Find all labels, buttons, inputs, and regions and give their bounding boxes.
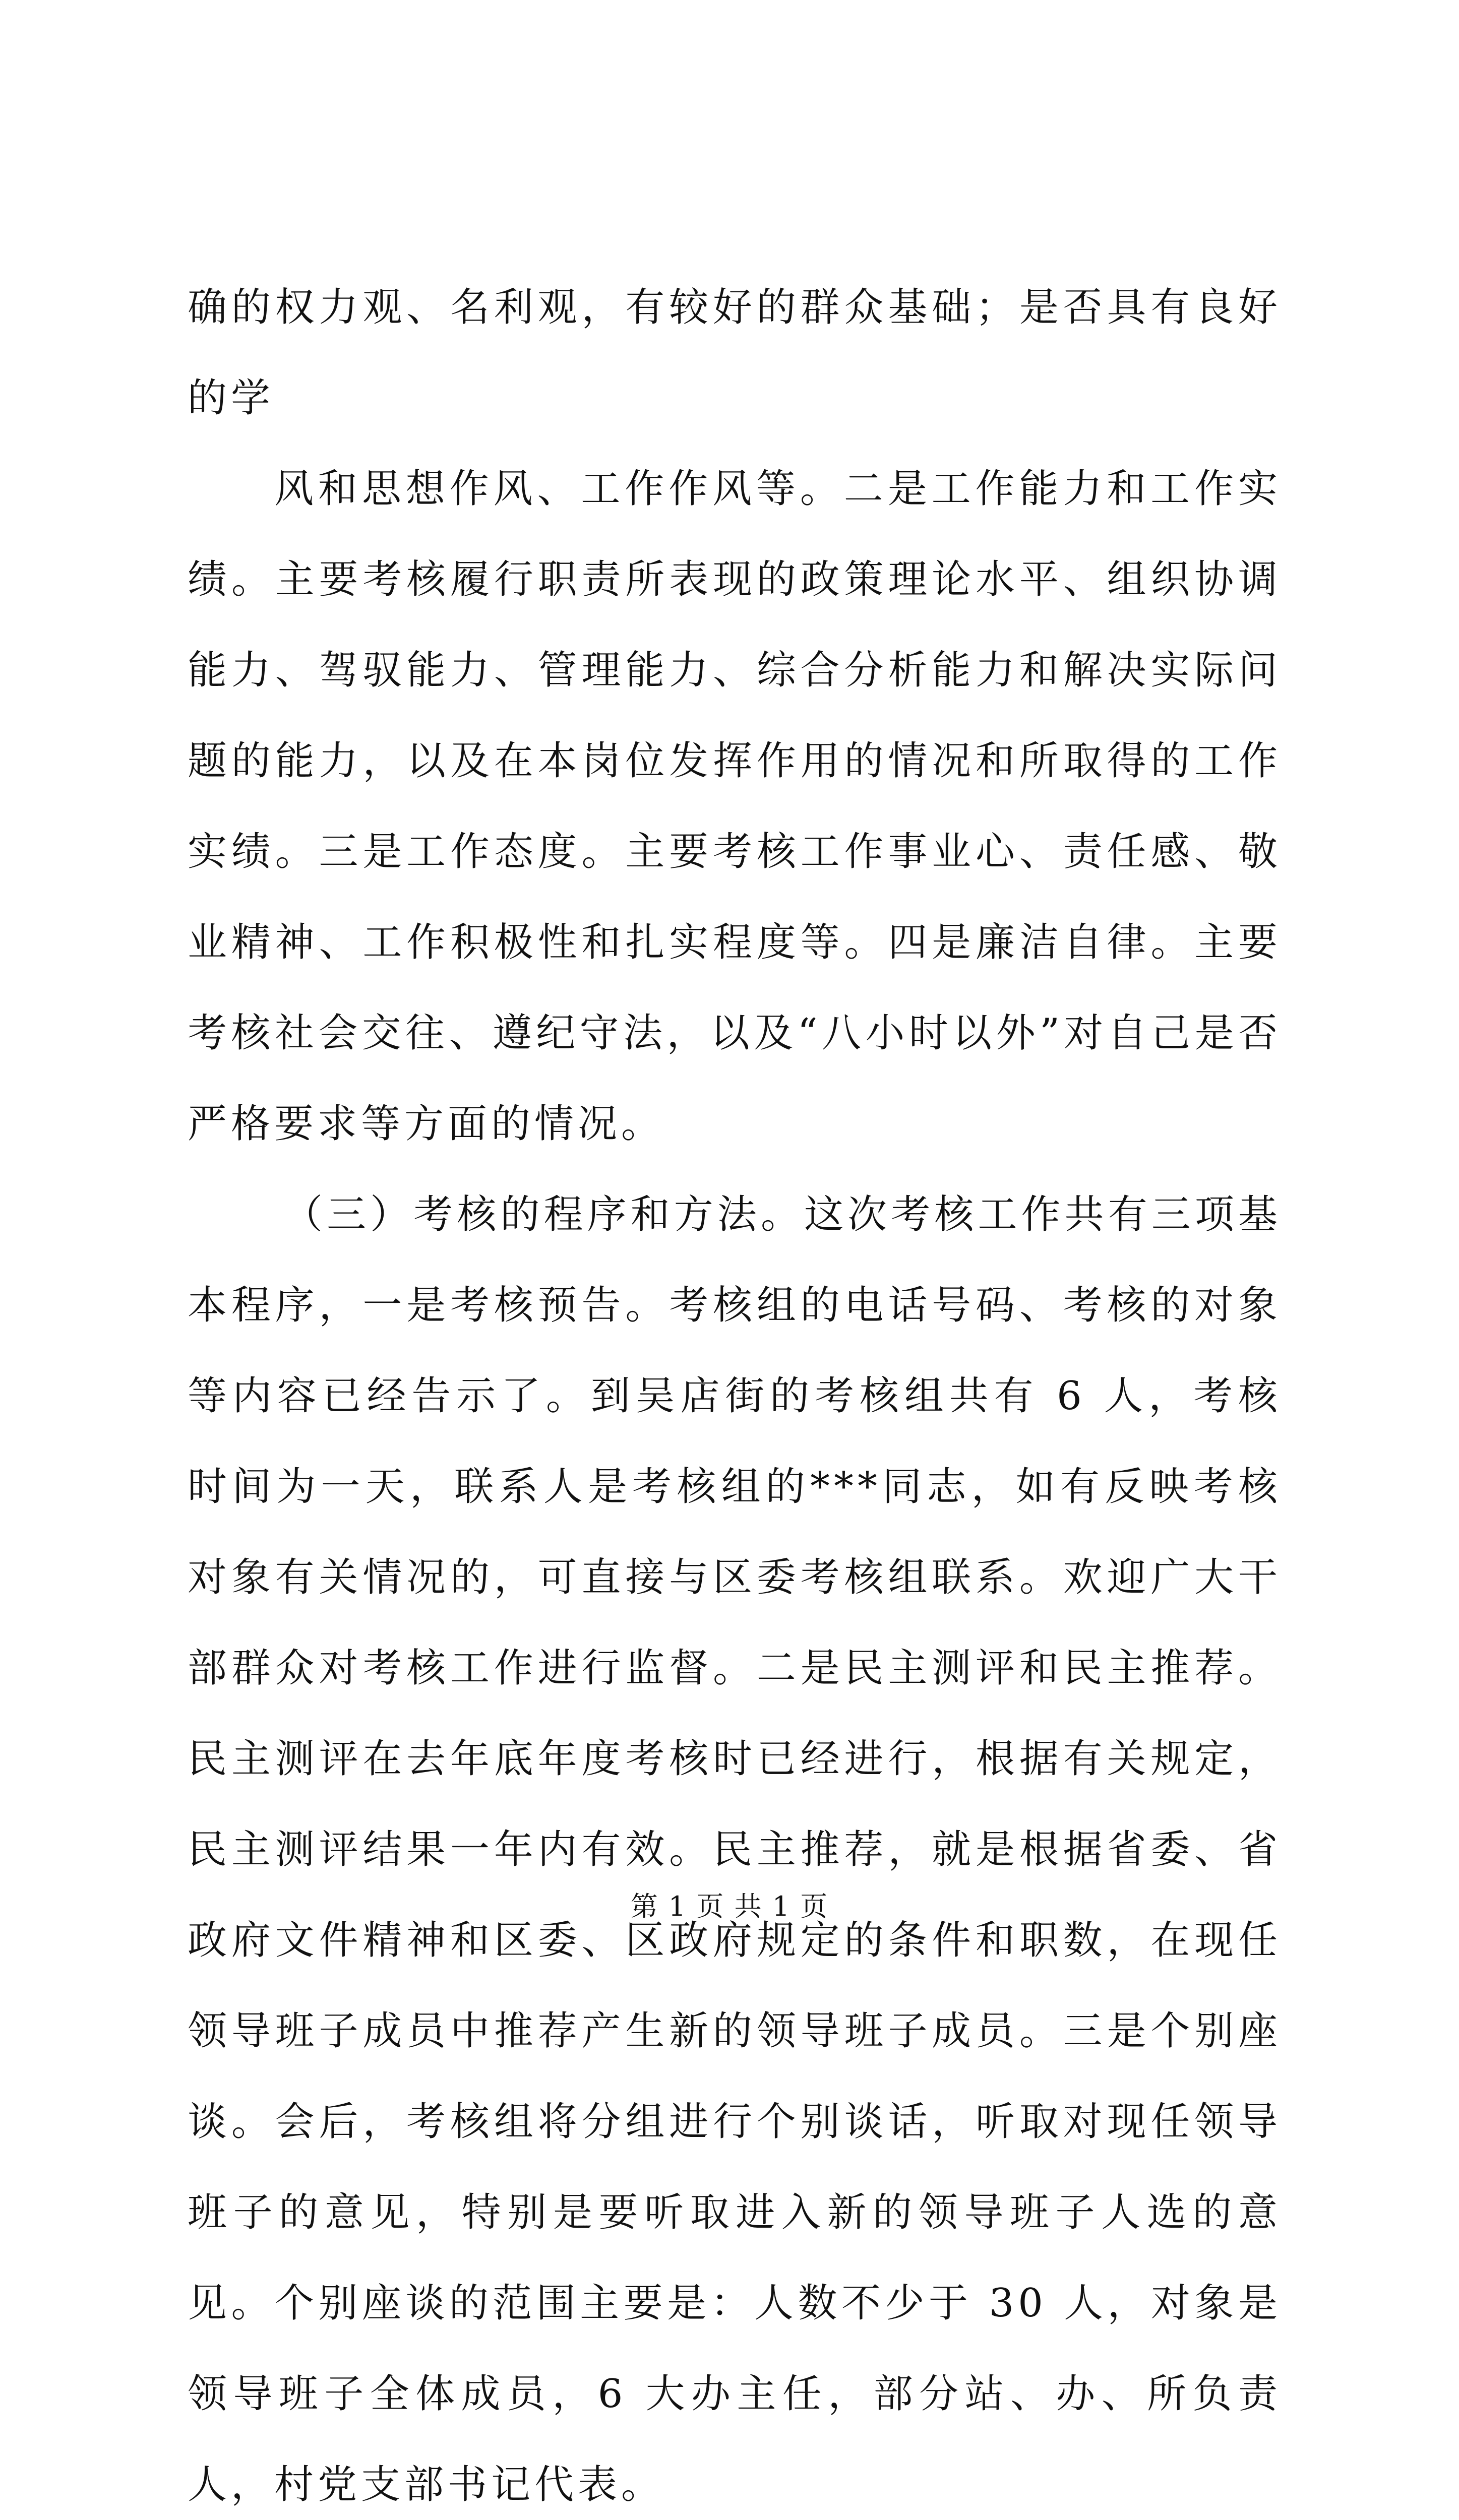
- paragraph-procedure-method: （三）考核的程序和方法。这次考核工作共有三项基本程序，一是考核预告。考核组的电话号码、考核的对象等内容已经告示了。到吴店街的考核组共有 6 人，考核时间为一天，联系人是考核组的***同志，如有反映考核对象有关情况的，可直接与区委考核组联系。欢迎广大干部群众对考核工作进行监督。二是民主测评和民主推荐。民主测评在去年底年度考核时已经进行，根据有关规定，民主测评结果一年内有效。民主推荐，就是根据省委、省政府文件精神和区委、区政府规定的条件和职数，在现任领导班子成员中推荐产生新的领导班子成员。三是个别座谈。会后，考核组将分组进行个别谈话，听取对现任领导班子的意见，特别是要听取进入新的领导班子人选的意见。个别座谈的范围主要是：人数不少于 30 人，对象是领导班子全体成员，6 大办主任，部分站、办、所负责人，村党支部书记代表。: [188, 1192, 1282, 2507]
- paragraph-continuation: 确的权力观、名利观，有较好的群众基础；是否具有良好的学: [188, 285, 1282, 421]
- page-footer: 第 1 页 共 1 页: [630, 1891, 829, 1922]
- document-body: [188, 262, 1282, 2520]
- paragraph-assessment-content: 风和思想作风、工作作风等。二是工作能力和工作实绩。主要考核履行职责所表现的政策理论水平、组织协调能力、驾驭能力、管理能力、综合分析能力和解决实际问题的能力，以及在本岗位发挥作用的情况和所取得的工作实绩。三是工作态度。主要考核工作事业心、责任感、敬业精神、工作积极性和扎实程度等。四是廉洁自律。主要考核社会交往、遵纪守法，以及“八小时以外”对自己是否严格要求等方面的情况。: [188, 466, 1282, 1147]
